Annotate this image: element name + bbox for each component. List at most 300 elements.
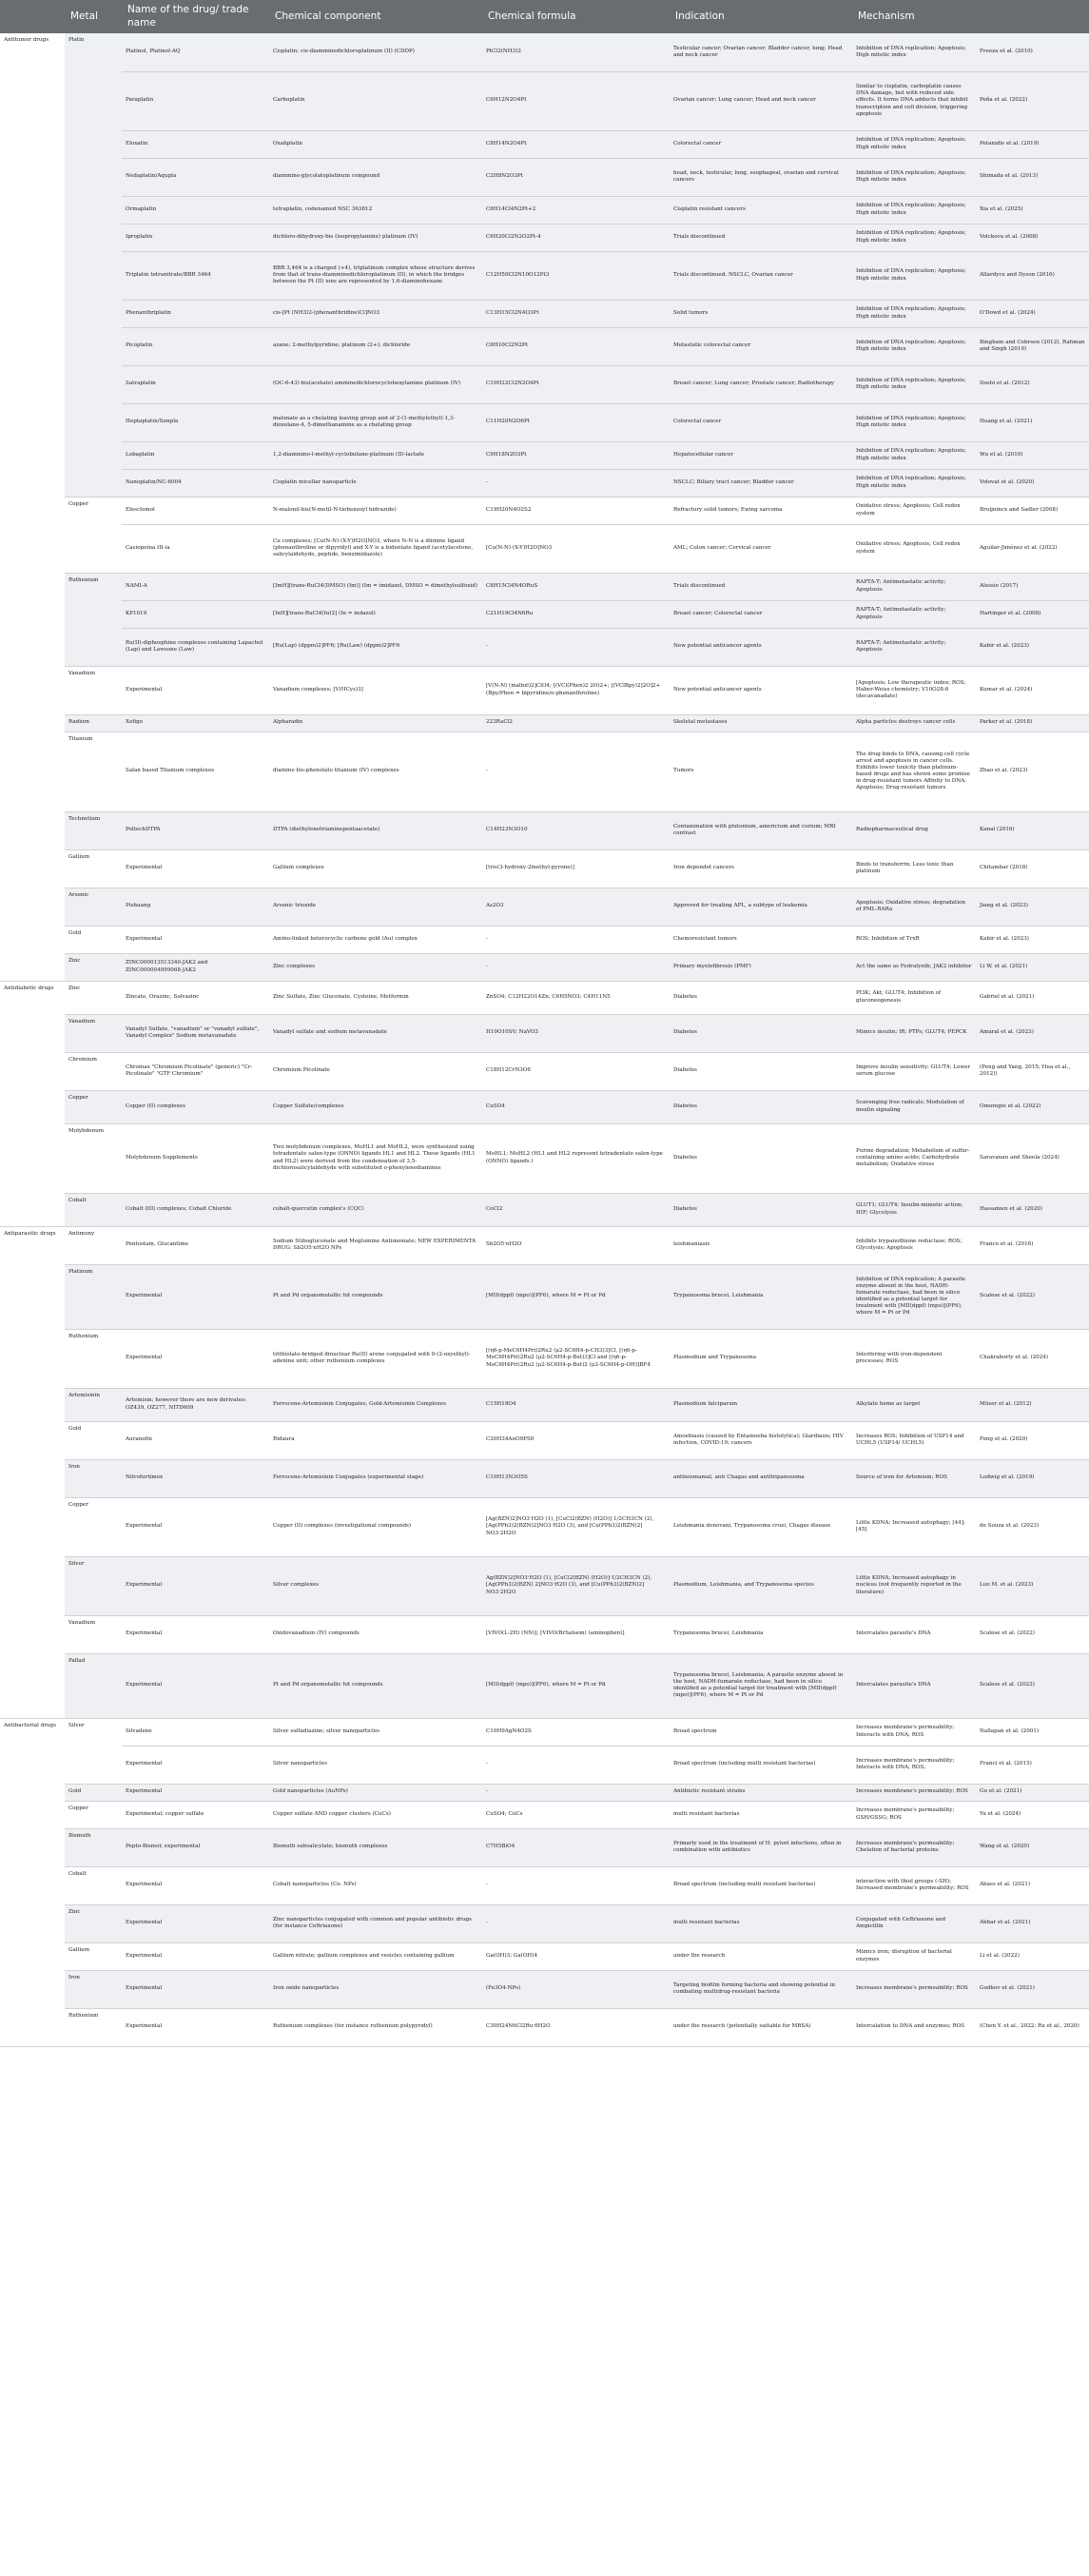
ref-cell: Peña et al. (2022) (976, 71, 1089, 130)
mechanism-cell: Radiopharmaceutical drug (852, 811, 976, 849)
mechanism-cell: Interfering with iron-dependent processes; ROS (852, 1329, 976, 1388)
ref-cell: Feng et al. (2020) (976, 1421, 1089, 1459)
mechanism-cell: Increases membrane's permeability; ROS (852, 1784, 976, 1801)
mechanism-cell: The drug binds to DNA, causing cell cycle arrest and apoptosis in cancer cells. Exhibits lower toxicity than platinum-based drugs and has shown some promise in drug-resistant tumors Affinity to DNA; Apoptosis; Drug-resistant tumors (852, 732, 976, 811)
formula-cell: C21H19Cl4N6Ru (482, 600, 670, 628)
header-indication: Indication (670, 0, 852, 33)
name-cell: Experimental (122, 2008, 269, 2046)
indication-cell: Plasmodium and Trypanosoma (670, 1329, 852, 1388)
name-cell: Picoplatin (122, 327, 269, 365)
formula-cell: C6H20Cl2N2O2Pt-4 (482, 224, 670, 251)
table-row (0, 130, 1089, 158)
table-row (0, 1801, 1089, 1828)
metal-cell: Antimony (65, 1226, 122, 1264)
metal-cell: Ruthenium (65, 573, 122, 666)
indication-cell: Ovarian cancer; Lung cancer; Head and neck cancer (670, 71, 852, 130)
table-row (0, 926, 1089, 953)
table-row (0, 158, 1089, 196)
formula-cell: [(η6-p-MeC6H4Pri)2Ru2 (μ2-SC6H4-p-CH3)3]Cl, [(η6-p-MeC6H4Pri)2Ru2 (μ2-SC6H4-p-But)3]Cl and [(η6-p-MeC6H4Pri)2Ru2 (μ2-SC6H4-p-But)2 (μ2-SC6H4-p-OH)]BF4 (482, 1329, 670, 1388)
name-cell: ZINC000013513340-JAK2 and ZINC000004099068-JAK2 (122, 953, 269, 981)
component-cell: Cobalt nanoparticles (Co. NPs) (269, 1866, 482, 1904)
metal-cell: Bismuth (65, 1828, 122, 1866)
ref-cell: Franco et al. (2016) (976, 1226, 1089, 1264)
name-cell: Experimental (122, 1746, 269, 1784)
ref-cell: Scalese et al. (2022) (976, 1615, 1089, 1653)
name-cell: Experimental (122, 1653, 269, 1718)
metal-cell: Platin (65, 33, 122, 497)
indication-cell: Solid tumors (670, 300, 852, 327)
mechanism-cell: Binds to transferrin; Less toxic than platinum (852, 849, 976, 888)
table-row (0, 981, 1089, 1014)
ref-cell: Wu et al. (2010) (976, 441, 1089, 469)
metal-cell: Chromium (65, 1052, 122, 1090)
table-row (0, 1264, 1089, 1329)
formula-cell: - (482, 469, 670, 497)
name-cell: Satraplatin (122, 365, 269, 403)
indication-cell: Trials discontinued. NSCLC, Ovarian cancer (670, 251, 852, 300)
formula-cell: CuSO4 (482, 1090, 670, 1123)
component-cell: Pt and Pd organometallic hit compounds (269, 1264, 482, 1329)
ref-cell: Kumar et al. (2024) (976, 666, 1089, 714)
component-cell: Zinc nanoparticles conjugated with common and popular antibiotic drugs (for instance Ceftriaxone) (269, 1904, 482, 1942)
indication-cell: Trypanosoma brucei, Leishmania; A parasite enzyme absent in the host, NADH-fumarate reductase, had been in silico identified as a potential target for treatment with [MII(dppf) (mpo)](PF6), where M = Pt or Pd (670, 1653, 852, 1718)
indication-cell: Leishmania donovani, Trypanosoma cruzi, Chagas disease (670, 1497, 852, 1556)
name-cell: Experimental (122, 849, 269, 888)
metal-cell: Vanadium (65, 1014, 122, 1052)
component-cell: [InH][trans-RuCl4(In)2] (In = indazol) (269, 600, 482, 628)
metal-cell: Copper (65, 1497, 122, 1556)
indication-cell: Skeletal metastases (670, 714, 852, 732)
indication-cell: Testicular cancer; Ovarian cancer; Bladder cancer, lung; Head and neck cancer (670, 33, 852, 71)
ref-cell: Parker et al. (2018) (976, 714, 1089, 732)
formula-cell: - (482, 732, 670, 811)
formula-cell: CuSO4; CuCs (482, 1801, 670, 1828)
ref-cell: Wang et al. (2020) (976, 1828, 1089, 1866)
table-row (0, 1556, 1089, 1615)
ref-cell: Franci et al. (2015) (976, 1746, 1089, 1784)
name-cell: Auranofin (122, 1421, 269, 1459)
table-row (0, 1193, 1089, 1226)
mechanism-cell: Purine degradation; Metabolism of sulfur-containing amino acids; Carbohydrate metabolism; Oxidative stress (852, 1123, 976, 1193)
mechanism-cell: [Apoptosis; Low therapeutic index; ROS; Haber-Weiss chemistry; V10O28-6 (decavanadate) (852, 666, 976, 714)
ref-cell: Volckova et al. (2008) (976, 224, 1089, 251)
mechanism-cell: Oxidative stress; Apoptosis; Cell redox system (852, 497, 976, 524)
table-row (0, 33, 1089, 71)
indication-cell: Contamination with plutonium, americium and curium; MRI contrast (670, 811, 852, 849)
indication-cell: antileismanial, anti Chagas and antitripanosoma (670, 1459, 852, 1497)
table-row (0, 497, 1089, 524)
ref-cell: Xia et al. (2025) (976, 196, 1089, 224)
header-chemical-component: Chemical component (269, 0, 482, 33)
table-row (0, 1497, 1089, 1556)
metal-cell: Gold (65, 1421, 122, 1459)
formula-cell: C2H8N2O3Pt (482, 158, 670, 196)
formula-cell: [V(N-N) (malbzl)2]ClO4; [(VCl(Phen)2 2O)2+; [(VClBpy)2]2O]2+ (Bpy/Phen = bipyridine/o-phenanthroline) (482, 666, 670, 714)
table-row (0, 1090, 1089, 1123)
metal-cell: Artemisinin (65, 1388, 122, 1421)
table-row (0, 1123, 1089, 1193)
metal-cell: Zinc (65, 953, 122, 981)
formula-cell: [MII(dppf) (mpo)](PF6), where M = Pt or Pd (482, 1653, 670, 1718)
mechanism-cell: Inhibition of DNA replication; Apoptosis; High mitotic index (852, 158, 976, 196)
mechanism-cell: Mimics insulin; IR; PTPs; GLUT4; PEPCK (852, 1014, 976, 1052)
ref-cell: Ludwig et al. (2019) (976, 1459, 1089, 1497)
formula-cell: C7H5BiO4 (482, 1828, 670, 1866)
metal-cell: Radium (65, 714, 122, 732)
table-row (0, 224, 1089, 251)
formula-cell: CoCl2 (482, 1193, 670, 1226)
metal-cell: Iron (65, 1970, 122, 2008)
component-cell: Gallium complexes (269, 849, 482, 888)
table-body (0, 33, 1089, 2046)
header-reference (976, 0, 1089, 33)
mechanism-cell: Alkylate heme as target (852, 1388, 976, 1421)
name-cell: Experimental (122, 926, 269, 953)
mechanism-cell: ROS; Inhibition of TrxR (852, 926, 976, 953)
component-cell: DTPA (diethylenetriaminepentaacetate) (269, 811, 482, 849)
indication-cell: Tumors (670, 732, 852, 811)
mechanism-cell: Improve insulin sensitivity; GLUT4; Lower serum glucose (852, 1052, 976, 1090)
mechanism-cell: Apoptosis; Oxidative stress; degradation of PML-RARa (852, 888, 976, 926)
table-row (0, 300, 1089, 327)
mechanism-cell: Increases membrane's permeability; Chelation of bacterial proteins (852, 1828, 976, 1866)
table-row (0, 600, 1089, 628)
component-cell: Ridaura (269, 1421, 482, 1459)
table-row (0, 849, 1089, 888)
name-cell: Phenanthriplatin (122, 300, 269, 327)
name-cell: Salan based Titanium complexes (122, 732, 269, 811)
component-cell: Silver nanoparticles (269, 1746, 482, 1784)
category-cell: Antibacterial drugs (0, 1718, 65, 2046)
name-cell: Triplatin tetranitrate/BBR 3464 (122, 251, 269, 300)
ref-cell: Amaral et al. (2023) (976, 1014, 1089, 1052)
table-row (0, 1866, 1089, 1904)
ref-cell: Li W. et al. (2021) (976, 953, 1089, 981)
name-cell: Silvadene (122, 1718, 269, 1746)
metal-cell: Ruthenium (65, 2008, 122, 2046)
formula-cell: [MII(dppf) (mpo)](PF6), where M = Pt or Pd (482, 1264, 670, 1329)
formula-cell: C6H14Cl4N2Pt+2 (482, 196, 670, 224)
metal-cell: Gold (65, 1784, 122, 1801)
mechanism-cell: Alpha particles destroys cancer cells (852, 714, 976, 732)
formula-cell: PtCl2(NH3)2 (482, 33, 670, 71)
component-cell: Gold nanoparticles (AuNPs) (269, 1784, 482, 1801)
name-cell: Lobaplatin (122, 441, 269, 469)
mechanism-cell: Source of iron for Artemisin; ROS (852, 1459, 976, 1497)
formula-cell: C12H50Cl2N10O12Pt3 (482, 251, 670, 300)
mechanism-cell: Inhibition of DNA replication; Apoptosis; High mitotic index (852, 300, 976, 327)
component-cell: azane; 2-methylpyridine; platinum (2+); dichloride (269, 327, 482, 365)
metal-cell: Technetium (65, 811, 122, 849)
metal-cell: Gold (65, 926, 122, 953)
indication-cell: Broad spectrum (including multi resistant bacterias) (670, 1746, 852, 1784)
table-row (0, 196, 1089, 224)
ref-cell: Huang et al. (2021) (976, 403, 1089, 441)
component-cell: (OC-6-43)-bis(acetato) amminedichlorocyclohexylamine platinum (IV) (269, 365, 482, 403)
table-row (0, 327, 1089, 365)
formula-cell: - (482, 953, 670, 981)
name-cell: Artemisin; however there are new derivates: OZ439, OZ277, NITD609 (122, 1388, 269, 1421)
component-cell: Copper Sulfate/complexes (269, 1090, 482, 1123)
indication-cell: Antibiotic resistant strains (670, 1784, 852, 1801)
metal-cell: Silver (65, 1556, 122, 1615)
indication-cell: Iron dependet cancers (670, 849, 852, 888)
indication-cell: Plasmodium falciparum (670, 1388, 852, 1421)
indication-cell: multi resistant bacterias (670, 1801, 852, 1828)
formula-cell: C10H22Cl2N2O4Pt (482, 365, 670, 403)
formula-cell: - (482, 1784, 670, 1801)
metal-cell: Copper (65, 1090, 122, 1123)
ref-cell: O'Dowd et al. (2024) (976, 300, 1089, 327)
component-cell: Chromium Picolinate (269, 1052, 482, 1090)
table-row (0, 1784, 1089, 1801)
metal-cell: Molybdenum (65, 1123, 122, 1193)
indication-cell: Cisplatin resistant cancers (670, 196, 852, 224)
formula-cell: C10H13N3O5S (482, 1459, 670, 1497)
mechanism-cell: RAPTA-T; Antimetastatic activity; Apoptosis (852, 573, 976, 600)
ref-cell: Aguilar-Jiménez et al. (2022) (976, 524, 1089, 573)
ref-cell: Akbar et al. (2021) (976, 1904, 1089, 1942)
metal-cell: Platinum (65, 1264, 122, 1329)
component-cell: diammine-glycolatoplatinum compound (269, 158, 482, 196)
indication-cell: Metastatic colorectal cancer (670, 327, 852, 365)
category-cell: Antitumor drugs (0, 33, 65, 981)
metal-cell: Gallium (65, 849, 122, 888)
component-cell: dichloro-dihydroxy-bis (isopropylamine) platinum (IV) (269, 224, 482, 251)
indication-cell: Plasmodium, Leishmania, and Trypanosoma species (670, 1556, 852, 1615)
indication-cell: Approved for treating APL, a subtype of leukemia (670, 888, 852, 926)
component-cell: trithiolato-bridged dinuclear Ru(II) arene conjugated with 9-(2-oxyethyl)-adenine unit; other ruthenium complexes (269, 1329, 482, 1388)
formula-cell: (Fe3O4-NPs) (482, 1970, 670, 2008)
header-chemical-formula: Chemical formula (482, 0, 670, 33)
metal-cell: Arsenic (65, 888, 122, 926)
ref-cell: Jiang et al. (2023) (976, 888, 1089, 926)
component-cell: Copper sulfate AND copper clusters (CuCs) (269, 1801, 482, 1828)
indication-cell: Refractory solid tumors; Ewing sarcoma (670, 497, 852, 524)
formula-cell: Ag(BZN)2]NO3·H2O (1), [CuCl2(BZN) (H2O)]·1/2CH3CN (2), [Ag(PPh3)2(BZN) 2]NO3·H2O (3), and [Cu(PPh3)2(BZN)2] NO3·2H2O (482, 1556, 670, 1615)
name-cell: Iproplatin (122, 224, 269, 251)
ref-cell: Hartinger et al. (2008) (976, 600, 1089, 628)
table-row (0, 1329, 1089, 1388)
mechanism-cell: Inhibition of DNA replication; Apoptosis; High mitotic index (852, 469, 976, 497)
mechanism-cell: Increases membrane's permeability; Interacts with DNA; ROS; (852, 1746, 976, 1784)
ref-cell: Li et al. (2022) (976, 1942, 1089, 1970)
component-cell: Pt and Pd organometallic hit compounds (269, 1653, 482, 1718)
table-header (0, 0, 1089, 33)
indication-cell: Colorectal cancer (670, 130, 852, 158)
table-row (0, 573, 1089, 600)
formula-cell: MoHL1; MoHL2 (HL1 and HL2 represent tetradentate salen-type (ONNO) ligands.) (482, 1123, 670, 1193)
name-cell: PoltechDTPA (122, 811, 269, 849)
indication-cell: Trials discontinued (670, 573, 852, 600)
formula-cell: - (482, 1746, 670, 1784)
component-cell: Carboplatin (269, 71, 482, 130)
ref-cell: Bingham and Cobrsen (2012), Rahman and Singh (2019) (976, 327, 1089, 365)
table-row (0, 2008, 1089, 2046)
header-blank (0, 0, 65, 33)
mechanism-cell: Mimics iron; disruption of bacterial enzymes (852, 1942, 976, 1970)
name-cell: Experimental (122, 1329, 269, 1388)
name-cell: NAMI-A (122, 573, 269, 600)
component-cell: Cisplatin micellar nanoparticle (269, 469, 482, 497)
component-cell: BBR 3,464 is a charged (+4), triplatinum complex whose structure derives from that of trans-diamminedichloroplatinum (II), in which the bridges between the Pt (II) ions are represented by 1,6-diaminohexane (269, 251, 482, 300)
mechanism-cell: Inhibition of DNA replication; A parasite enzyme absent in the host, NADH-fumarate reductase, had been in silico identified as a potential target for treatment with [MII(dppf) (mpo)](PF6), where M = Pt or Pd (852, 1264, 976, 1329)
mechanism-cell: Inhibition of DNA replication; Apoptosis; High mitotic index (852, 441, 976, 469)
name-cell: Platinol, Platinol-AQ (122, 33, 269, 71)
component-cell: Ferrocene-Artemisinin Conjugates, Gold-Artemisinin Complexes (269, 1388, 482, 1421)
formula-cell: C11H20N2O6Pt (482, 403, 670, 441)
mechanism-cell: Increases membrane's permeability; GSH/GSSG; ROS (852, 1801, 976, 1828)
metal-cell: Silver (65, 1718, 122, 1784)
formula-cell: ZnSO4; C12H22O14Zn; C6H5NO3; C4H11N5 (482, 981, 670, 1014)
formula-cell: As2O3 (482, 888, 670, 926)
component-cell: Two molybdenum complexes, MoHL1 and MoHL2, were synthesized using tetradentate salen-type (ONNO) ligands HL1 and HL2. These ligands (HL1 and HL2) were derived from the condensation of 3,5-dichlorosalicylaldehyde with substituted o-phenylenediamines (269, 1123, 482, 1193)
component-cell: [ImH][trans-RuCl4(DMSO) (Im)] (Im = imidazol, DMSO = dimethylsulfoxid) (269, 573, 482, 600)
metal-cell: Titanium (65, 732, 122, 811)
category-cell: Antidiabetic drugs (0, 981, 65, 1226)
table-row (0, 71, 1089, 130)
table-row (0, 888, 1089, 926)
formula-cell: - (482, 628, 670, 666)
name-cell: Eloxatin (122, 130, 269, 158)
component-cell: Oxaliplatin (269, 130, 482, 158)
mechanism-cell: Inhibition of DNA replication; Apoptosis; High mitotic index (852, 251, 976, 300)
header-metal: Metal (65, 0, 122, 33)
formula-cell: Ga(OH)3; Ga(OH)4 (482, 1942, 670, 1970)
indication-cell: Diabetes (670, 1090, 852, 1123)
component-cell: Cisplatin; cis-diamminedichloroplatinum (II) (CDDP) (269, 33, 482, 71)
component-cell: Cu complexes; [Cu(N-N) (X-Y)H2O]NO3, where N-N is a diimine ligand (phenanthroline or dipyridyl) and X-Y is a bidentate ligand (acetylacetone, salicylaldehyde, peptide, benzimidazole) (269, 524, 482, 573)
metal-cell: Ruthenium (65, 1329, 122, 1388)
name-cell: Nedaplatin/Aqupla (122, 158, 269, 196)
formula-cell: [VIVO(L-2H) (NN)]; [VIVO(BrSalsem) (aminophen)] (482, 1615, 670, 1653)
name-cell: Experimental; copper sulfate (122, 1801, 269, 1828)
table-row (0, 1615, 1089, 1653)
name-cell: Chromax "Chromium Picolinate" (generic) "Cr-Picolinate" "GTF Chromium" (122, 1052, 269, 1090)
mechanism-cell: Inhibition of DNA replication; Apoptosis; High mitotic index (852, 365, 976, 403)
ref-cell: Gabriel et al. (2021) (976, 981, 1089, 1014)
indication-cell: Targeting biofilm forming bacteria and showing potential in combating multidrug-resistant bacteria (670, 1970, 852, 2008)
component-cell: malonate as a chelating leaving group and of 2-(1-methylethyl)-1,3-dioxolane-4, 5-dimethanamine as a chelating group (269, 403, 482, 441)
table-row (0, 441, 1089, 469)
mechanism-cell: interaction with thiol groups (-SH); Increased membrane's permeability; ROS (852, 1866, 976, 1904)
mechanism-cell: RAPTA-T; Antimetastatic activity; Apoptosis (852, 600, 976, 628)
indication-cell: AML; Colon cancer; Cervical cancer (670, 524, 852, 573)
ref-cell: Müser et al. (2012) (976, 1388, 1089, 1421)
name-cell: Nitrofurtimox (122, 1459, 269, 1497)
mechanism-cell: RAPTA-T; Antimetastatic activity; Apoptosis (852, 628, 976, 666)
indication-cell: New potential anticancer agents (670, 666, 852, 714)
name-cell: Cobalt (III) complexes; Cobalt Chloride (122, 1193, 269, 1226)
mechanism-cell: Inhibition of DNA replication; Apoptosis; High mitotic index (852, 403, 976, 441)
formula-cell: C6H10Cl2N2Pt (482, 327, 670, 365)
formula-cell: - (482, 1866, 670, 1904)
mechanism-cell: Little KDNA; Increased autophagy in nucleus (not frequently reported in the literature) (852, 1556, 976, 1615)
table-row (0, 1904, 1089, 1942)
metal-cell: Pallad (65, 1653, 122, 1718)
ref-cell: Saravanan and Sheela (2024) (976, 1123, 1089, 1193)
component-cell: Iron oxide nanoparticles (269, 1970, 482, 2008)
formula-cell: Sb2O5·nH2O (482, 1226, 670, 1264)
indication-cell: Broad spectrum (including multi resistant bacterias) (670, 1866, 852, 1904)
indication-cell: Breast cancer; Lung cancer; Prostate cancer; Radiotherapy (670, 365, 852, 403)
table-row (0, 1459, 1089, 1497)
formula-cell: [tris(3-hydroxy-2methyl-pyrone)] (482, 849, 670, 888)
formula-cell: H10O10SV; NaVO3 (482, 1014, 670, 1052)
formula-cell: C10H9AgN4O2S (482, 1718, 670, 1746)
indication-cell: Primary myelofibrosis (PMF) (670, 953, 852, 981)
mechanism-cell: PI3K; Akt; GLUT4; Inhibition of gluconeogenesis (852, 981, 976, 1014)
name-cell: Pishuang (122, 888, 269, 926)
mechanism-cell: Inhibition of DNA replication; Apoptosis; High mitotic index (852, 130, 976, 158)
ref-cell: Alessio (2017) (976, 573, 1089, 600)
ref-cell: Nallapan et al. (2001) (976, 1718, 1089, 1746)
metal-cell: Gallium (65, 1942, 122, 1970)
table-row (0, 1421, 1089, 1459)
name-cell: Pentostam, Glucantime (122, 1226, 269, 1264)
mechanism-cell: Conjugated with Ceftriaxone and Ampicillin (852, 1904, 976, 1942)
name-cell: Ormaplatin (122, 196, 269, 224)
table-row (0, 365, 1089, 403)
name-cell: Experimental (122, 666, 269, 714)
name-cell: Experimental (122, 1615, 269, 1653)
ref-cell: Omoregie et al. (2022) (976, 1090, 1089, 1123)
table-row (0, 1052, 1089, 1090)
name-cell: Xofigo (122, 714, 269, 732)
component-cell: Ruthenium complexes (for instance ruthenium polypyridyl) (269, 2008, 482, 2046)
formula-cell: C19H20N4O2S2 (482, 497, 670, 524)
formula-cell: - (482, 926, 670, 953)
mechanism-cell: Increases membrane's permeability; ROS (852, 1970, 976, 2008)
mechanism-cell: Intercalation to DNA and enzymes; ROS (852, 2008, 976, 2046)
ref-cell: Chakraborty et al. (2024) (976, 1329, 1089, 1388)
table-row (0, 1970, 1089, 2008)
table-row (0, 666, 1089, 714)
ref-cell: Gudkov et al. (2021) (976, 1970, 1089, 2008)
metal-cell: Vanadium (65, 1615, 122, 1653)
component-cell: Vanadium complexes; [V(HCys)3] (269, 666, 482, 714)
ref-cell: Kabir et al. (2023) (976, 628, 1089, 666)
indication-cell: Diabetes (670, 1123, 852, 1193)
table-row (0, 628, 1089, 666)
name-cell: Ru(II)-diphosphine complexes containing Lapachol (Lap) and Lawsone (Law) (122, 628, 269, 666)
formula-cell: C13H15Cl2N4O3Pt (482, 300, 670, 327)
component-cell: Zinc Sulfate, Zinc Gluconate, Cysteine, Metformin (269, 981, 482, 1014)
name-cell: Experimental (122, 1264, 269, 1329)
ref-cell: Zhao et al. (2023) (976, 732, 1089, 811)
component-cell: 1,2-diammino-l-methyl-cyclobutane-platinum (II)-lactate (269, 441, 482, 469)
mechanism-cell: Increases membrane's permeability; Interacts with DNA; ROS (852, 1718, 976, 1746)
ref-cell: Chitambar (2018) (976, 849, 1089, 888)
indication-cell: Amoebiasis (caused by Entamoeba histolytica); Giardiasis; HIV infection, COVID-19; cancers (670, 1421, 852, 1459)
mechanism-cell: Intercalates parasite's DNA (852, 1615, 976, 1653)
ref-cell: Bruijnincx and Sadler (2008) (976, 497, 1089, 524)
name-cell: Copper (II) complexes (122, 1090, 269, 1123)
component-cell: Oxidovanadium (IV) compounds (269, 1615, 482, 1653)
name-cell: Elesclomol (122, 497, 269, 524)
indication-cell: Trypanosoma brucei, Leishmania (670, 1264, 852, 1329)
ref-cell: Gu et al. (2021) (976, 1784, 1089, 1801)
metal-cell: Vanadium (65, 666, 122, 714)
mechanism-cell: Act the same as Fedratynib; JAK2 inhibitor (852, 953, 976, 981)
indication-cell: Trypanosoma brucei, Leishmania (670, 1615, 852, 1653)
indication-cell: Colorectal cancer (670, 403, 852, 441)
component-cell: diamino bis-phenolato titanium (IV) complexes (269, 732, 482, 811)
indication-cell: Diabetes (670, 981, 852, 1014)
component-cell: Alpharadin (269, 714, 482, 732)
name-cell: Pepto-Bismol; experimental (122, 1828, 269, 1866)
component-cell: Ferrocene-Artemisinin Conjugates (experimental stage) (269, 1459, 482, 1497)
